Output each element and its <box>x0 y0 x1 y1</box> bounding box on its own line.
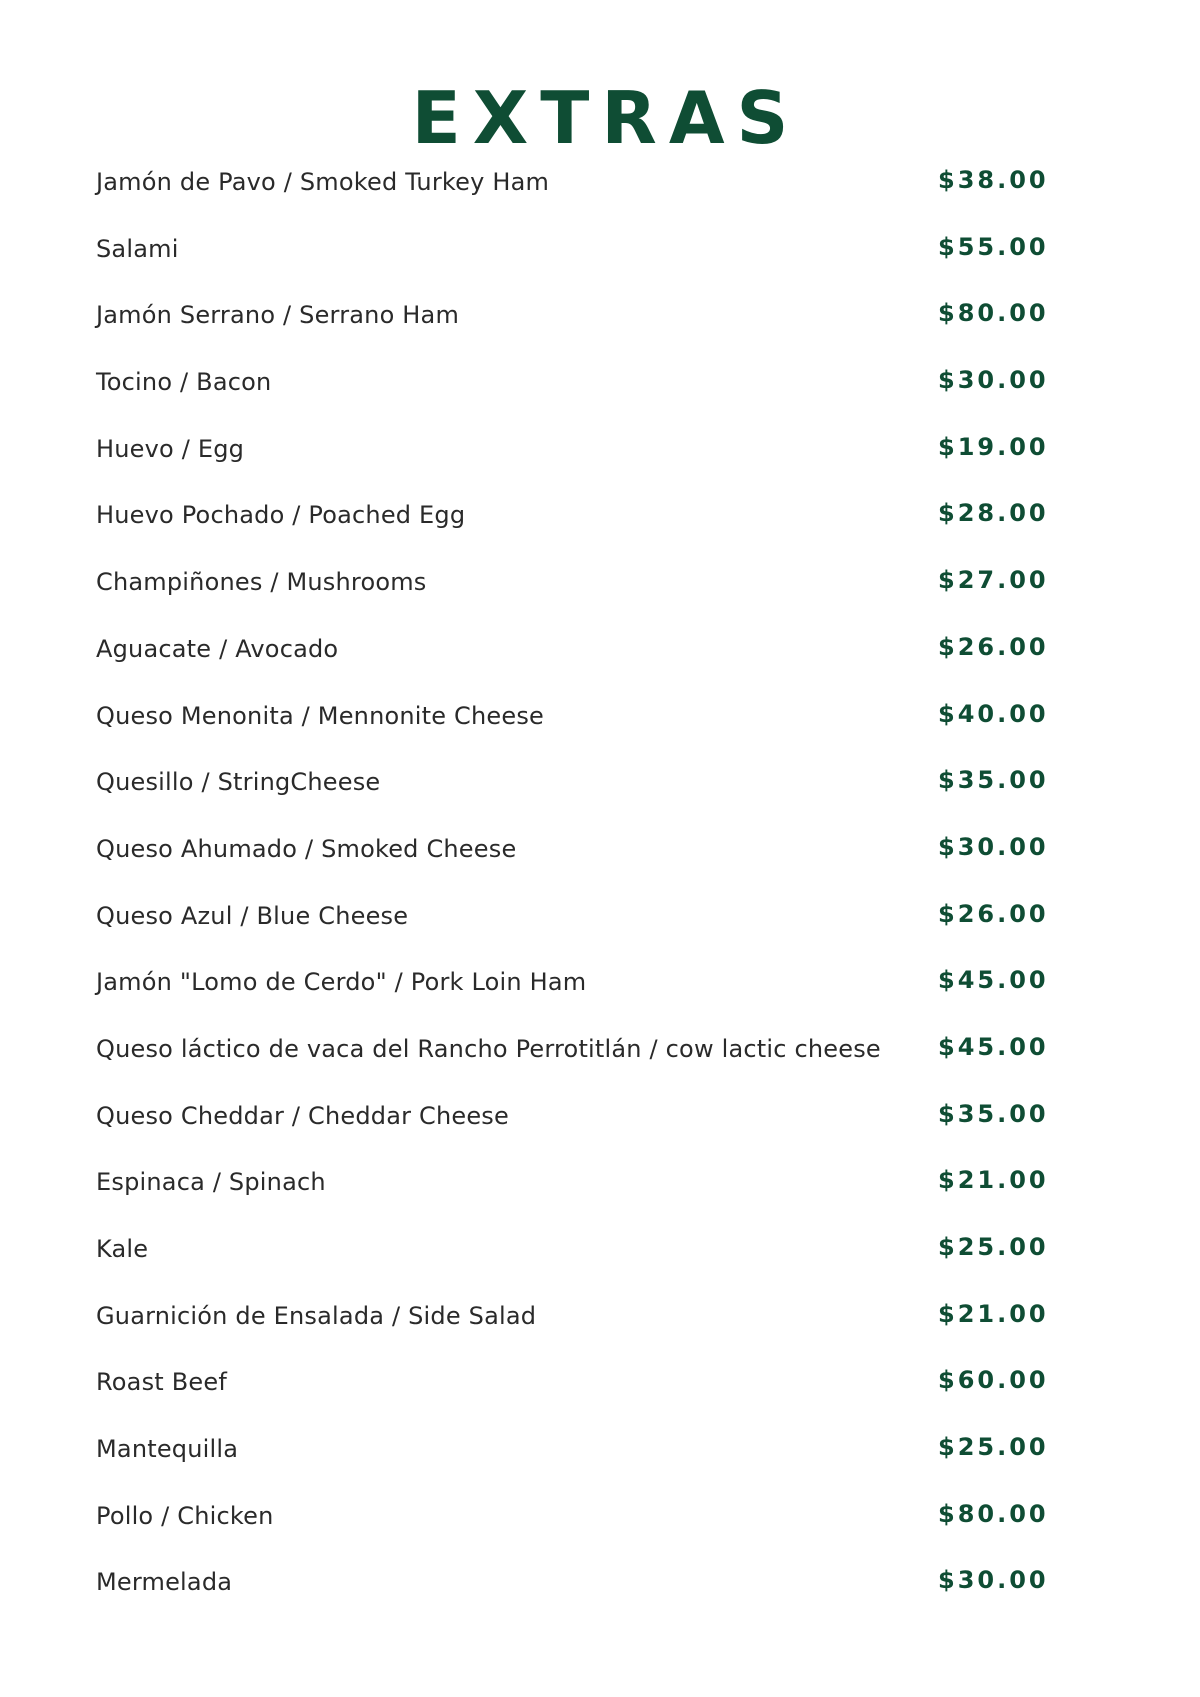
menu-item-price: $19.00 <box>938 432 1049 461</box>
menu-item-name: Aguacate / Avocado <box>96 634 339 663</box>
menu-item-price: $21.00 <box>938 1166 1049 1195</box>
menu-item-name: Kale <box>96 1235 149 1263</box>
page-title: EXTRAS <box>411 76 801 161</box>
menu-item-name: Guarnición de Ensalada / Side Salad <box>96 1301 537 1330</box>
menu-item <box>96 493 1056 560</box>
menu-item <box>96 1094 1056 1161</box>
menu-item-price: $30.00 <box>938 832 1049 861</box>
menu-item-price: $55.00 <box>938 232 1049 261</box>
menu-item <box>96 1027 1056 1094</box>
menu-item-price: $30.00 <box>938 1566 1049 1595</box>
menu-item-price: $35.00 <box>938 766 1049 795</box>
menu-item <box>96 1227 1056 1294</box>
menu-item <box>96 1494 1056 1561</box>
menu-item <box>96 1360 1056 1427</box>
menu-item-name: Huevo / Egg <box>96 434 245 463</box>
menu-item-price: $28.00 <box>938 499 1049 528</box>
menu-item-price: $40.00 <box>938 699 1049 728</box>
menu-item-name: Mantequilla <box>96 1435 239 1464</box>
menu-item <box>96 360 1056 427</box>
menu-item-price: $35.00 <box>938 1099 1049 1128</box>
menu-item-name: Queso Ahumado / Smoked Cheese <box>96 834 517 863</box>
menu-item-name: Espinaca / Spinach <box>96 1168 326 1197</box>
menu-item-name: Jamón "Lomo de Cerdo" / Pork Loin Ham <box>96 968 587 997</box>
menu-item-name: Queso Menonita / Mennonite Cheese <box>96 701 545 730</box>
menu-item <box>96 1427 1056 1494</box>
menu-item <box>96 1560 1056 1627</box>
menu-item <box>96 827 1056 894</box>
menu-item-name: Jamón Serrano / Serrano Ham <box>96 301 460 330</box>
menu-item-price: $45.00 <box>938 1032 1049 1061</box>
menu-item-name: Pollo / Chicken <box>96 1501 274 1530</box>
menu-item-price: $25.00 <box>938 1433 1049 1462</box>
menu-item-name: Champiñones / Mushrooms <box>96 568 427 597</box>
menu-item-price: $27.00 <box>938 566 1049 595</box>
menu-item <box>96 1160 1056 1227</box>
menu-item <box>96 760 1056 827</box>
menu-item <box>96 960 1056 1027</box>
menu-item-name: Mermelada <box>96 1568 233 1597</box>
menu-item <box>96 894 1056 961</box>
menu-item-name: Queso láctico de vaca del Rancho Perrotitlán / cow lactic cheese <box>96 1034 881 1063</box>
menu-item <box>96 227 1056 294</box>
menu-item-price: $21.00 <box>938 1299 1049 1328</box>
menu-list <box>96 160 1056 1627</box>
menu-item-name: Queso Azul / Blue Cheese <box>96 901 409 930</box>
menu-item-name: Jamón de Pavo / Smoked Turkey Ham <box>96 168 550 196</box>
menu-item <box>96 160 1056 227</box>
menu-item <box>96 427 1056 494</box>
menu-item-price: $30.00 <box>938 366 1049 395</box>
menu-item-price: $80.00 <box>938 1499 1049 1528</box>
menu-item <box>96 627 1056 694</box>
menu-item-price: $38.00 <box>938 166 1049 194</box>
menu-item-price: $26.00 <box>938 632 1049 661</box>
menu-item-name: Tocino / Bacon <box>96 368 272 397</box>
menu-item <box>96 560 1056 627</box>
menu-item-name: Salami <box>96 234 179 263</box>
menu-item-name: Roast Beef <box>96 1368 227 1397</box>
menu-item-price: $45.00 <box>938 966 1049 995</box>
menu-item <box>96 293 1056 360</box>
menu-item-name: Queso Cheddar / Cheddar Cheese <box>96 1101 509 1130</box>
menu-item-price: $26.00 <box>938 899 1049 928</box>
menu-item-price: $60.00 <box>938 1366 1049 1395</box>
menu-item-price: $25.00 <box>938 1233 1049 1261</box>
menu-item-name: Quesillo / StringCheese <box>96 768 381 797</box>
menu-item-name: Huevo Pochado / Poached Egg <box>96 501 466 530</box>
menu-item <box>96 1294 1056 1361</box>
menu-item-price: $80.00 <box>938 299 1049 328</box>
menu-item <box>96 694 1056 761</box>
